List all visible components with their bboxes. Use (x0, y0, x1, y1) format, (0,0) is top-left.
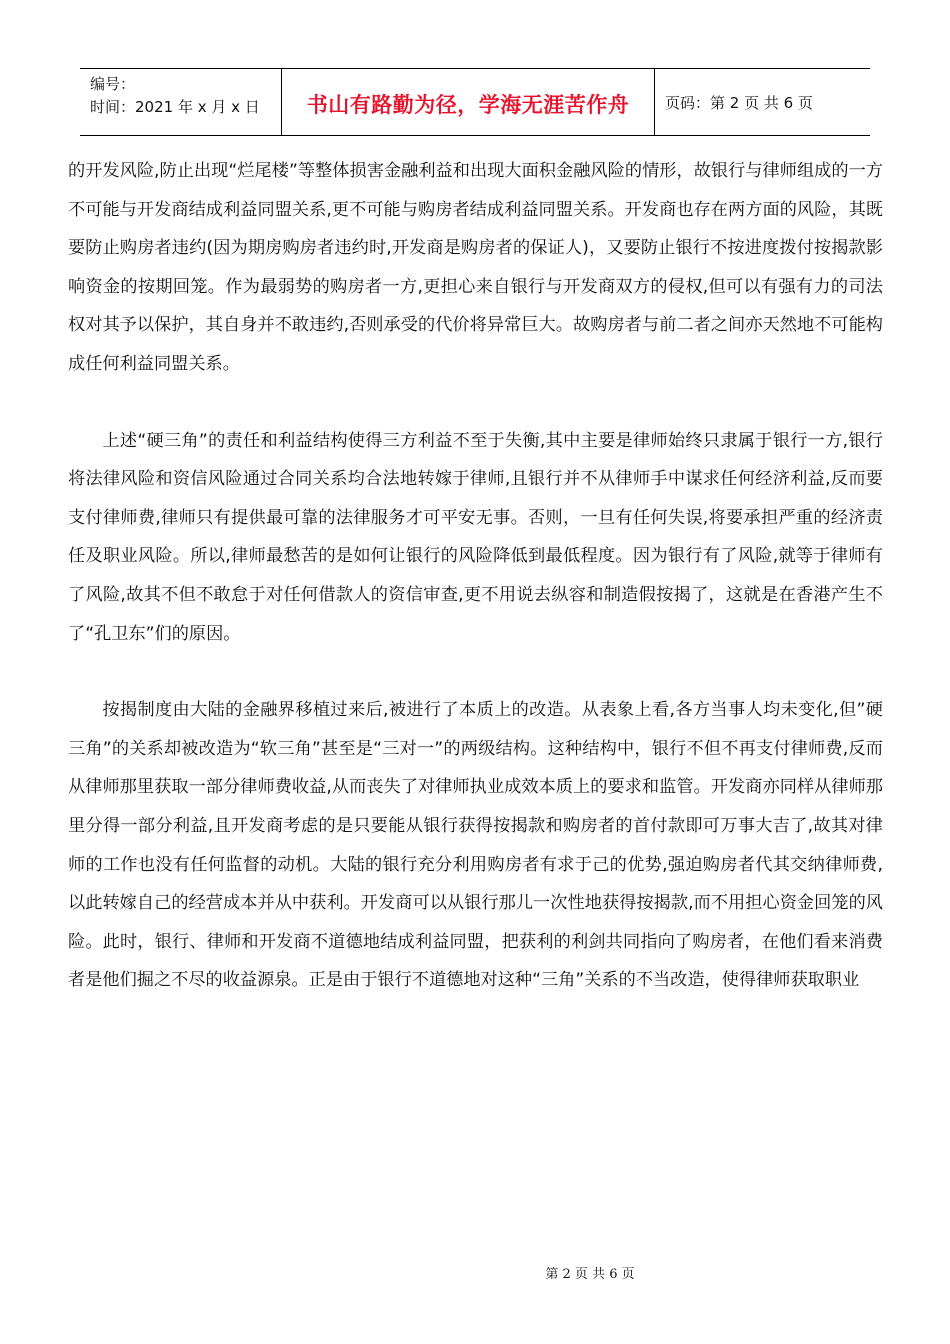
header-motto: 书山有路勤为径，学海无涯苦作舟 (281, 69, 655, 135)
page-header (80, 68, 870, 136)
paragraph: 按揭制度由大陆的金融界移植过来后,被进行了本质上的改造。从表象上看,各方当事人均未变化,但”硬三角”的关系却被改造为“软三角”甚至是“三对一”的两级结构。这种结构中，银行不但不再支付律师费,反而从律师那里获取一部分律师费收益,从而丧失了对律师执业成效本质上的要求和监管。开发商亦同样从律师那里分得一部分利益,且开发商考虑的是只要能从银行获得按揭款和购房者的首付款即可万事大吉了,故其对律师的工作也没有任何监督的动机。大陆的银行充分利用购房者有求于己的优势,强迫购房者代其交纳律师费,以此转嫁自己的经营成本并从中获利。开发商可以从银行那儿一次性地获得按揭款,而不用担心资金回笼的风险。此时，银行、律师和开发商不道德地结成利益同盟，把获利的利剑共同指向了购房者，在他们看来消费者是他们掘之不尽的收益源泉。正是由于银行不道德地对这种“三角”关系的不当改造，使得律师获取职业 (68, 700, 883, 991)
page-footer: 第 2 页 共 6 页 (545, 1267, 635, 1282)
paragraph-continued: 的开发风险,防止出现“烂尾楼”等整体损害金融利益和出现大面积金融风险的情形，故银行与律师组成的一方不可能与开发商结成利益同盟关系,更不可能与购房者结成利益同盟关系。开发商也存在两方面的风险，其既要防止购房者违约(因为期房购房者违约时,开发商是购房者的保证人)，又要防止银行不按进度拨付按揭款影响资金的按期回笼。作为最弱势的购房者一方,更担心来自银行与开发商双方的侵权,但可以有强有力的司法权对其予以保护，其自身并不敢违约,否则承受的代价将异常巨大。故购房者与前二者之间亦天然地不可能构成任何利益同盟关系。 (68, 161, 883, 374)
document-date-label: 时间：2021 年 x 月 x 日 (90, 98, 260, 116)
header-meta-cell (80, 69, 281, 135)
header-page-number: 页码：第 2 页 共 6 页 (665, 93, 813, 112)
document-body (68, 152, 883, 1000)
document-number-label: 编号： (90, 75, 136, 93)
paragraph: 上述“硬三角”的责任和利益结构使得三方利益不至于失衡,其中主要是律师始终只隶属于银行一方,银行将法律风险和资信风险通过合同关系均合法地转嫁于律师,且银行并不从律师手中谋求任何经济利益,反而要支付律师费,律师只有提供最可靠的法律服务才可平安无事。否则，一旦有任何失误,将要承担严重的经济责任及职业风险。所以,律师最愁苦的是如何让银行的风险降低到最低程度。因为银行有了风险,就等于律师有了风险,故其不但不敢怠于对任何借款人的资信审查,更不用说去纵容和制造假按揭了，这就是在香港产生不了“孔卫东”们的原因。 (68, 430, 883, 644)
